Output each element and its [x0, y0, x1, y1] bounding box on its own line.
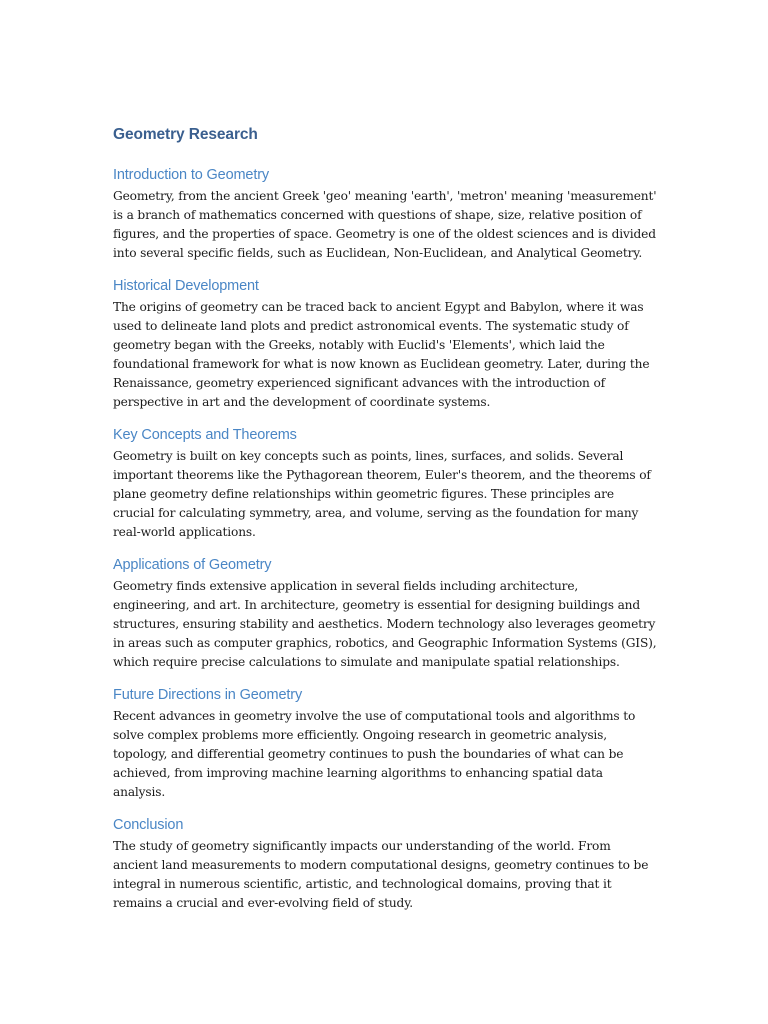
- section-future-directions: [113, 685, 658, 802]
- document-title: Geometry Research: [113, 126, 258, 143]
- section-paragraph: The origins of geometry can be traced back to ancient Egypt and Babylon, where it was used to delineate land plots and predict astronomical events. The systematic study of geometry began with the Greeks, notably with Euclid's 'Elements', which laid the foundational framework for what is now known as Euclidean geometry. Later, during the Renaissance, geometry experienced significant advances with the introduction of perspective in art and the development of coordinate systems.: [113, 300, 650, 409]
- section-heading: Future Directions in Geometry: [113, 687, 303, 703]
- section-heading: Conclusion: [113, 817, 184, 833]
- section-introduction: [113, 165, 658, 263]
- section-key-concepts: [113, 425, 658, 542]
- section-heading: Applications of Geometry: [113, 557, 272, 573]
- section-heading: Key Concepts and Theorems: [113, 427, 297, 443]
- section-paragraph: The study of geometry significantly impacts our understanding of the world. From ancient land measurements to modern computational designs, geometry continues to be integral in numerous scientific, artistic, and technological domains, proving that it remains a crucial and ever-evolving field of study.: [113, 839, 649, 910]
- section-applications: [113, 555, 658, 672]
- document-page: [113, 124, 658, 926]
- section-paragraph: Geometry is built on key concepts such as points, lines, surfaces, and solids. Several important theorems like the Pythagorean theorem, Euler's theorem, and the theorems of plane geometry define relationships within geometric figures. These principles are crucial for calculating symmetry, area, and volume, serving as the foundation for many real-world applications.: [113, 449, 651, 539]
- section-heading: Historical Development: [113, 278, 259, 294]
- section-paragraph: Recent advances in geometry involve the use of computational tools and algorithms to solve complex problems more efficiently. Ongoing research in geometric analysis, topology, and differential geometry continues to push the boundaries of what can be achieved, from improving machine learning algorithms to enhancing spatial data analysis.: [113, 709, 636, 799]
- section-paragraph: Geometry, from the ancient Greek 'geo' meaning 'earth', 'metron' meaning 'measurement' is a branch of mathematics concerned with questions of shape, size, relative position of figures, and the properties of space. Geometry is one of the oldest sciences and is divided into several specific fields, such as Euclidean, Non-Euclidean, and Analytical Geometry.: [113, 189, 657, 260]
- section-historical-development: [113, 276, 658, 412]
- section-conclusion: [113, 815, 658, 913]
- section-paragraph: Geometry finds extensive application in several fields including architecture, engineering, and art. In architecture, geometry is essential for designing buildings and structures, ensuring stability and aesthetics. Modern technology also leverages geometry in areas such as computer graphics, robotics, and Geographic Information Systems (GIS), which require precise calculations to simulate and manipulate spatial relationships.: [113, 579, 657, 669]
- section-heading: Introduction to Geometry: [113, 167, 269, 183]
